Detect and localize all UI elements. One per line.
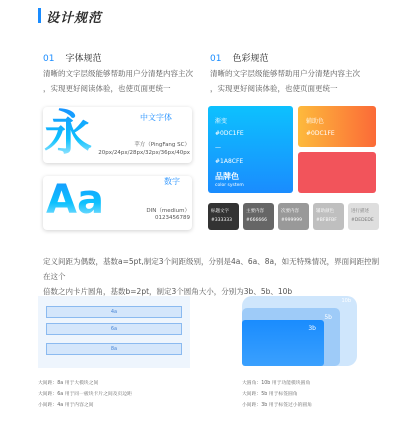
gray-swatch bbox=[348, 203, 379, 230]
gray-swatch-name: 进行描述 bbox=[351, 209, 369, 214]
desc-line: ，实现更好阅读体验，也使页面更统一 bbox=[210, 84, 338, 93]
gray-swatch-hex: #333333 bbox=[211, 218, 232, 223]
colors-heading bbox=[210, 46, 269, 65]
brand-color-sub: color system bbox=[215, 183, 244, 188]
brand-color-swatch bbox=[208, 106, 293, 193]
desc-line: 清晰的文字层级能够帮助用户分清楚内容主次 bbox=[43, 69, 193, 78]
gray-swatch-hex: #DEDEDE bbox=[351, 218, 374, 223]
number-font-name: DIN（medium） bbox=[146, 208, 190, 214]
radius-note: 大圆角：10b 用于功能模块圆角 bbox=[242, 381, 311, 386]
chinese-glyph-sample: 永 bbox=[44, 105, 93, 161]
radius-label: 3b bbox=[308, 325, 316, 332]
spacing-bar-4a: 4a bbox=[46, 306, 182, 318]
aux-color-label: 辅助色 bbox=[306, 118, 325, 125]
spacing-diagram bbox=[38, 296, 190, 368]
spacing-line: 倍数之内卡片圆角，基数b=2pt，制定3个圆角大小，分别为3b、5b、10b bbox=[43, 287, 293, 296]
section-number: 01 bbox=[210, 54, 222, 64]
section-title: 字体规范 bbox=[65, 54, 102, 64]
spacing-bar-8a: 8a bbox=[46, 343, 182, 355]
gray-swatch-hex: #BFBFBF bbox=[316, 218, 337, 223]
title-accent-bar bbox=[38, 8, 41, 23]
page-title: 设计规范 bbox=[46, 11, 103, 26]
chinese-font-label: 中文字体 bbox=[140, 113, 172, 122]
spacing-note: 大间距：6a 用于同一板块卡片之间及页边距 bbox=[38, 392, 132, 397]
number-digits-sample: 0123456789 bbox=[155, 215, 190, 221]
auxiliary-color-swatch bbox=[298, 106, 376, 147]
spacing-description bbox=[43, 254, 383, 299]
spacing-line: 定义间距为偶数，基数a=5pt,制定3个间距级别，分别是4a、6a、8a，如无特殊情况，界面间距控制在这个 bbox=[43, 257, 380, 281]
typography-heading bbox=[43, 46, 102, 65]
gray-swatch-name: 主要内容 bbox=[246, 209, 264, 214]
latin-glyph-sample: Aa bbox=[46, 172, 104, 228]
gray-swatch bbox=[243, 203, 274, 230]
brand-dash: — bbox=[215, 144, 221, 151]
radius-note: 大间距：5b 用于标签圆角 bbox=[242, 392, 298, 397]
desc-line: 清晰的文字层级能够帮助用户分清楚内容主次 bbox=[210, 69, 360, 78]
chinese-font-sizes: 20px/24px/28px/32px/36px/40px bbox=[98, 150, 190, 156]
section-number: 01 bbox=[43, 54, 55, 64]
gray-swatch-name: 辅助颜色 bbox=[316, 209, 334, 214]
spacing-notes bbox=[38, 378, 132, 411]
radius-box-3b bbox=[242, 320, 324, 366]
chinese-font-name: 苹方（PingFang SC） bbox=[134, 142, 190, 148]
radius-label: 10b bbox=[341, 298, 351, 304]
gray-swatch-hex: #666666 bbox=[246, 218, 267, 223]
brand-hex-start: #0DC1FE bbox=[215, 130, 244, 137]
gray-swatch-name: 次要内容 bbox=[281, 209, 299, 214]
brand-color-name: 品牌色 bbox=[215, 172, 239, 181]
desc-line: ，实现更好阅读体验，也使页面更统一 bbox=[43, 84, 171, 93]
radius-label: 5b bbox=[324, 314, 332, 321]
spacing-bar-6a: 6a bbox=[46, 323, 182, 335]
radius-note: 小间距：3b 用于标签过小的圆角 bbox=[242, 403, 312, 408]
gray-swatch-name: 标题文字 bbox=[211, 209, 229, 214]
alert-color-swatch bbox=[298, 152, 376, 193]
spacing-note: 大间距：8a 用于大模块之间 bbox=[38, 381, 99, 386]
neutral-color-row bbox=[208, 203, 378, 230]
brand-hex-end: #1A8CFE bbox=[215, 158, 244, 165]
radius-notes bbox=[242, 378, 312, 411]
gray-swatch bbox=[278, 203, 309, 230]
gray-swatch bbox=[313, 203, 344, 230]
aux-color-hex: #0DC1FE bbox=[306, 130, 335, 137]
gray-swatch bbox=[208, 203, 239, 230]
number-font-label: 数字 bbox=[164, 177, 180, 186]
brand-gradient-label: 渐变 bbox=[215, 118, 228, 125]
spacing-note: 小间距：4a 用于内容之间 bbox=[38, 403, 94, 408]
section-title: 色彩规范 bbox=[232, 54, 269, 64]
gray-swatch-hex: #999999 bbox=[281, 218, 302, 223]
colors-description bbox=[210, 66, 385, 96]
typography-description bbox=[43, 66, 213, 96]
